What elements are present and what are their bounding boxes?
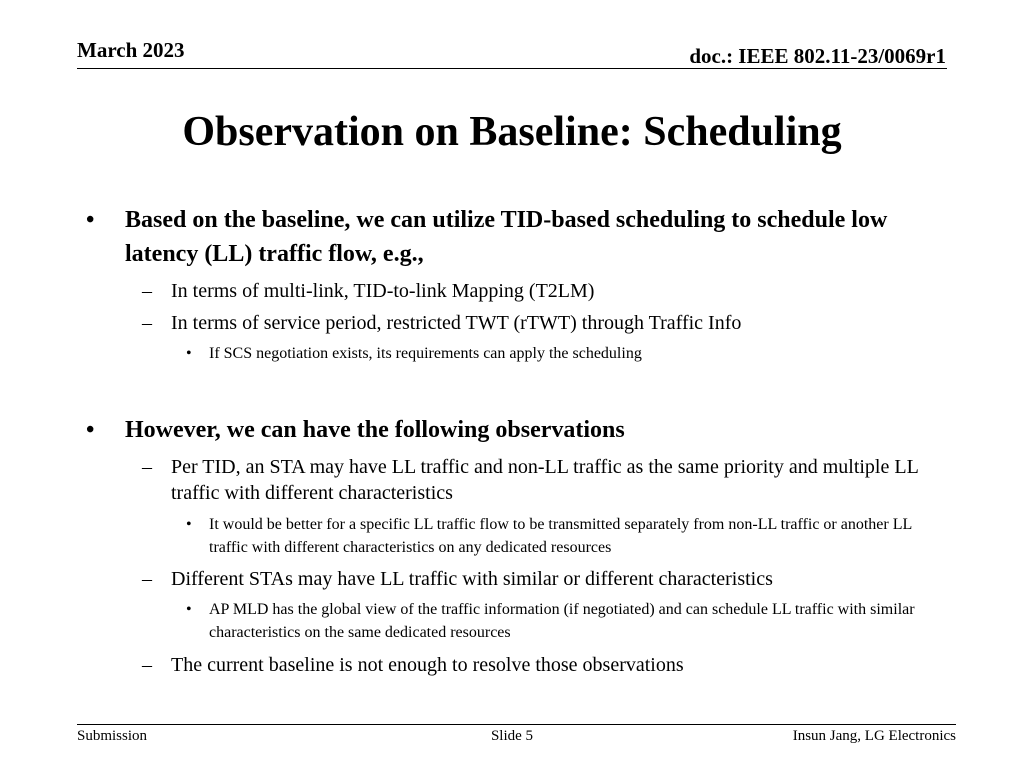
sub-bullet-text: Per TID, an STA may have LL traffic and non-LL traffic as the same priority and multiple LL traffic with different characteristics (171, 456, 919, 504)
bullet-marker: • (86, 207, 95, 233)
sub-bullet-marker: – (142, 456, 152, 478)
sub-bullet-marker: – (142, 568, 152, 590)
sub-bullet-text: In terms of service period, restricted TWT (rTWT) through Traffic Info (171, 312, 742, 334)
header-doc-id: doc.: IEEE 802.11-23/0069r1 (689, 44, 946, 68)
footer-divider (77, 724, 956, 725)
sub-sub-bullet-marker: • (186, 516, 192, 533)
sub-sub-bullet-marker: • (186, 345, 192, 362)
footer-submission: Submission (77, 728, 148, 744)
sub-bullet-text: In terms of multi-link, TID-to-link Mapping (T2LM) (171, 280, 595, 302)
sub-bullet-text: Different STAs may have LL traffic with similar or different characteristics (171, 568, 773, 590)
sub-sub-bullet-text: If SCS negotiation exists, its requirements can apply the scheduling (209, 345, 642, 362)
sub-sub-bullet-text: It would be better for a specific LL traffic flow to be transmitted separately from non-LL traffic or another LL traffic with different characteristics on any dedicated resources (209, 516, 912, 556)
sub-sub-bullet-marker: • (186, 601, 192, 618)
footer-slide-number: Slide 5 (490, 728, 534, 744)
sub-bullet-text: The current baseline is not enough to resolve those observations (171, 654, 684, 676)
bullet-marker: • (86, 417, 95, 443)
sub-bullet-marker: – (142, 280, 152, 302)
sub-sub-bullet-text: AP MLD has the global view of the traffic information (if negotiated) and can schedule LL traffic with similar characteristics on the same dedicated resources (209, 601, 915, 641)
bullet-text: However, we can have the following observations (125, 417, 625, 443)
sub-bullet-marker: – (142, 312, 152, 334)
footer-author: Insun Jang, LG Electronics (792, 728, 956, 744)
sub-bullet-marker: – (142, 654, 152, 676)
header-date: March 2023 (77, 38, 185, 62)
bullet-text: Based on the baseline, we can utilize TID-based scheduling to schedule low latency (LL) traffic flow, e.g., (125, 207, 888, 267)
slide-title: Observation on Baseline: Scheduling (182, 109, 842, 155)
